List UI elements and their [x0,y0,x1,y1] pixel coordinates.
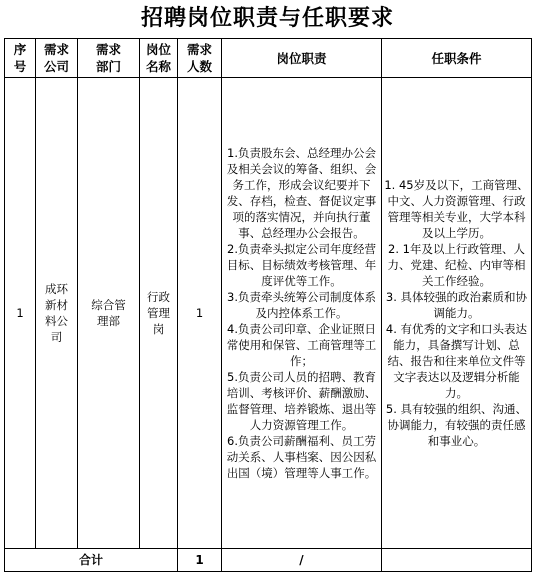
total-duties: / [222,549,382,572]
total-requirements [382,549,532,572]
header-requirements: 任职条件 [382,39,532,78]
duty-item: 3.负责牵头统筹公司制度体系及内控体系工作。 [227,290,376,320]
header-headcount: 需求人数 [178,39,222,78]
header-duties: 岗位职责 [222,39,382,78]
cell-index: 1 [5,78,36,549]
recruitment-table [4,38,532,572]
cell-requirements [382,78,532,549]
requirement-item: 1. 45岁及以下，工商管理、中文、人力资源管理、行政管理等相关专业，大学本科及以上学历。 [384,178,529,240]
header-index: 序号 [5,39,36,78]
header-position: 岗位名称 [140,39,178,78]
cell-headcount: 1 [178,78,222,549]
header-company: 需求公司 [36,39,78,78]
cell-company: 成环新材料公司 [36,78,78,549]
total-headcount: 1 [178,549,222,572]
header-department: 需求部门 [78,39,140,78]
page-title: 招聘岗位职责与任职要求 [140,6,394,31]
duty-item: 6.负责公司薪酬福利、员工劳动关系、人事档案、因公因私出国（境）管理等人事工作。 [226,434,377,480]
cell-position: 行政管理岗 [140,78,178,549]
requirement-item: 2. 1年及以上行政管理、人力、党建、纪检、内审等相关工作经验。 [387,242,526,288]
total-row [5,549,532,572]
cell-department: 综合管理部 [78,78,140,549]
cell-duties [222,78,382,549]
header-row [5,39,532,78]
total-label: 合计 [5,549,178,572]
duty-item: 4.负责公司印章、企业证照日常使用和保管、工商管理等工作； [226,322,377,368]
duty-item: 2.负责牵头拟定公司年度经营目标、目标绩效考核管理、年度评优等工作。 [226,242,377,288]
table-row [5,78,532,549]
requirement-item: 3. 具体较强的政治素质和协调能力。 [385,290,528,320]
requirement-item: 5. 具有较强的组织、沟通、协调能力，有较强的责任感和事业心。 [385,402,528,448]
duty-item: 5.负责公司人员的招聘、教育培训、考核评价、薪酬激励、监督管理、培养锻炼、退出等人力资源管理工作。 [226,370,377,432]
requirement-item: 4. 有优秀的文字和口头表达能力，具备撰写计划、总结、报告和往来单位文件等文字表达以及逻辑分析能力。 [385,322,528,400]
duty-item: 1.负责股东会、总经理办公会及相关会议的筹备、组织、会务工作，形成会议纪要并下发、存档，检查、督促议定事项的落实情况，并向执行董事、总经理办公会报告。 [226,146,377,240]
